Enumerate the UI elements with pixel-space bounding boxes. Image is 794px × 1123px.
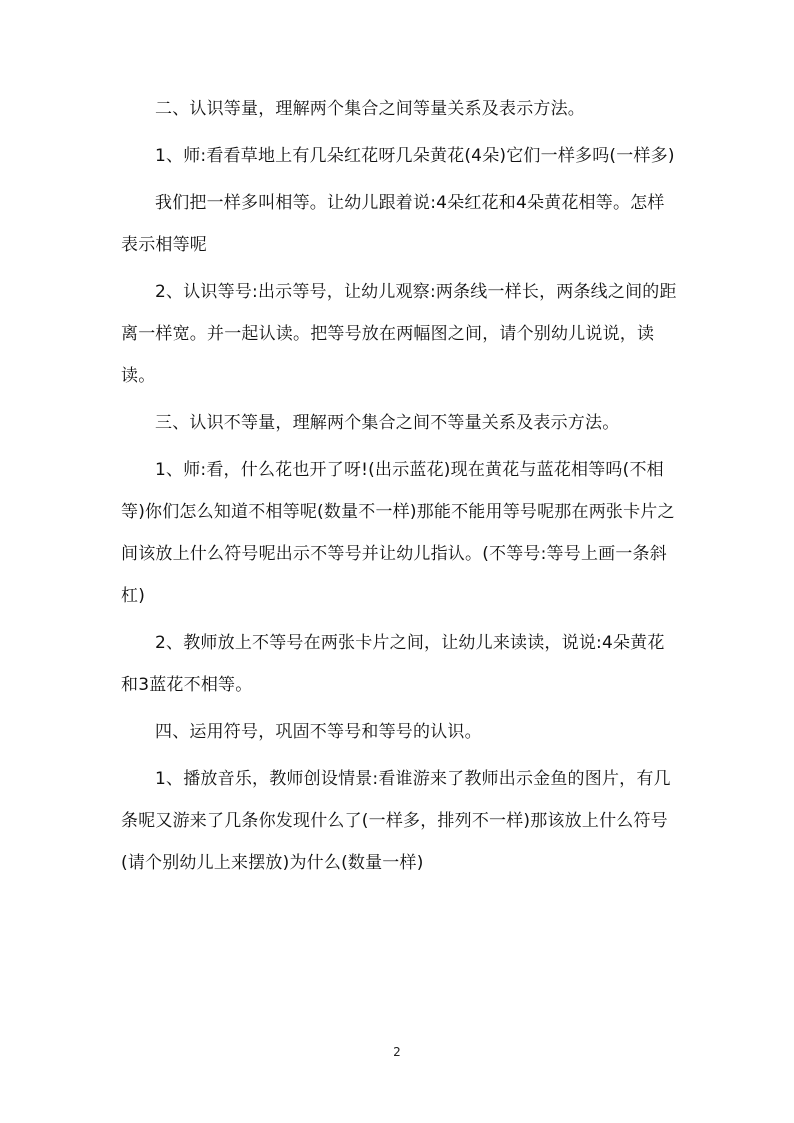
document-body xyxy=(121,88,681,889)
page-number: 2 xyxy=(393,1045,401,1059)
paragraph: 2、认识等号:出示等号，让幼儿观察:两条线一样长，两条线之间的距离一样宽。并一起认读。把等号放在两幅图之间，请个别幼儿说说，读读。 xyxy=(121,282,677,386)
section-heading-4: 四、运用符号，巩固不等号和等号的认识。 xyxy=(155,722,482,742)
section-heading-2: 二、认识等量，理解两个集合之间等量关系及表示方法。 xyxy=(155,99,585,119)
section-heading-3: 三、认识不等量，理解两个集合之间不等量关系及表示方法。 xyxy=(155,413,620,433)
paragraph: 2、教师放上不等号在两张卡片之间，让幼儿来读读，说说:4朵黄花和3蓝花不相等。 xyxy=(121,633,665,695)
paragraph: 1、师:看看草地上有几朵红花呀几朵黄花(4朵)它们一样多吗(一样多) xyxy=(155,146,675,166)
paragraph: 1、师:看，什么花也开了呀!(出示蓝花)现在黄花与蓝花相等吗(不相等)你们怎么知道不相等呢(数量不一样)那能不能用等号呢那在两张卡片之间该放上什么符号呢出示不等号并让幼儿指认。(不等号:等号上画一条斜杠) xyxy=(121,460,675,606)
paragraph: 我们把一样多叫相等。让幼儿跟着说:4朵红花和4朵黄花相等。怎样表示相等呢 xyxy=(121,193,665,255)
paragraph: 1、播放音乐，教师创设情景:看谁游来了教师出示金鱼的图片，有几条呢又游来了几条你发现什么了(一样多，排列不一样)那该放上什么符号(请个别幼儿上来摆放)为什么(数量一样) xyxy=(121,769,671,873)
